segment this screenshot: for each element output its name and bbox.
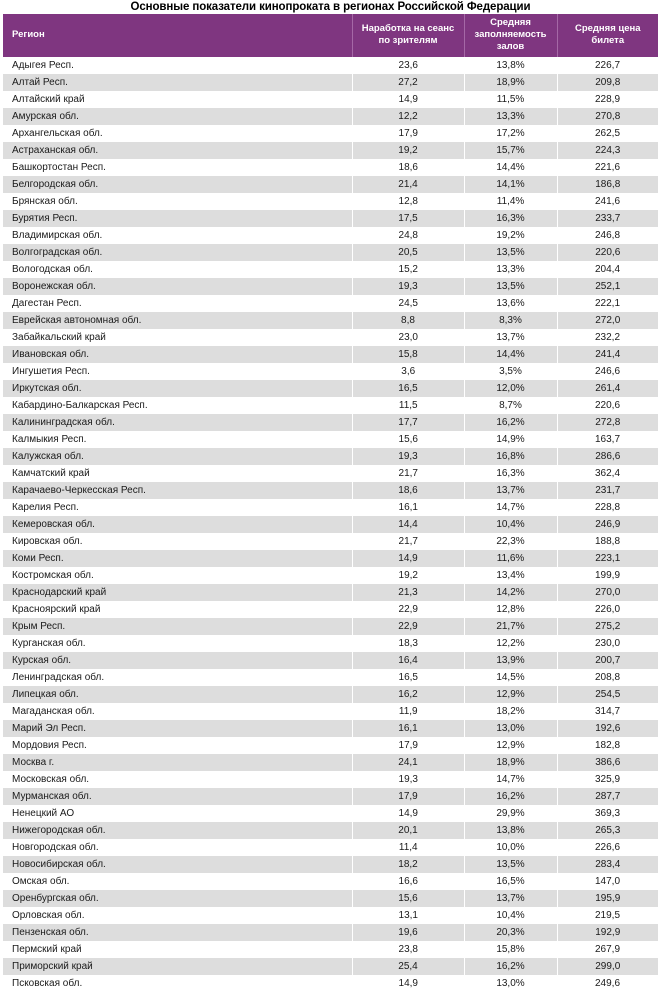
cell-m2: 10,4%: [464, 516, 557, 533]
cell-m3: 220,6: [557, 244, 658, 261]
table-row: [3, 669, 658, 686]
cell-region: Кировская обл.: [3, 533, 352, 550]
cell-m3: 241,4: [557, 346, 658, 363]
cell-m1: 15,2: [352, 261, 464, 278]
cell-region: Пермский край: [3, 941, 352, 958]
cell-m3: 192,9: [557, 924, 658, 941]
cell-m3: 261,4: [557, 380, 658, 397]
cell-m2: 12,9%: [464, 686, 557, 703]
table-row: [3, 108, 658, 125]
cell-region: Ленинградская обл.: [3, 669, 352, 686]
table-row: [3, 346, 658, 363]
table-row: [3, 754, 658, 771]
cell-region: Брянская обл.: [3, 193, 352, 210]
cell-m3: 252,1: [557, 278, 658, 295]
table-row: [3, 363, 658, 380]
cell-m3: 241,6: [557, 193, 658, 210]
cell-m3: 220,6: [557, 397, 658, 414]
cell-m3: 195,9: [557, 890, 658, 907]
cell-m3: 299,0: [557, 958, 658, 975]
cell-region: Башкортостан Респ.: [3, 159, 352, 176]
cell-m2: 14,7%: [464, 499, 557, 516]
cell-m2: 14,9%: [464, 431, 557, 448]
cell-m2: 14,4%: [464, 346, 557, 363]
cell-m1: 18,6: [352, 159, 464, 176]
cell-m1: 24,1: [352, 754, 464, 771]
table-row: [3, 839, 658, 856]
cell-m1: 17,9: [352, 125, 464, 142]
table-row: [3, 278, 658, 295]
cell-m1: 18,2: [352, 856, 464, 873]
cell-m1: 14,9: [352, 805, 464, 822]
cell-m1: 16,2: [352, 686, 464, 703]
table-row: [3, 312, 658, 329]
cell-m3: 249,6: [557, 975, 658, 992]
cell-m2: 16,2%: [464, 788, 557, 805]
cell-region: Воронежская обл.: [3, 278, 352, 295]
cell-m3: 254,5: [557, 686, 658, 703]
cell-m2: 16,2%: [464, 958, 557, 975]
cell-region: Бурятия Респ.: [3, 210, 352, 227]
cell-m3: 362,4: [557, 465, 658, 482]
table-container: [3, 14, 658, 992]
cell-m3: 272,0: [557, 312, 658, 329]
cell-region: Курская обл.: [3, 652, 352, 669]
cell-m2: 29,9%: [464, 805, 557, 822]
cell-region: Вологодская обл.: [3, 261, 352, 278]
cell-m2: 16,8%: [464, 448, 557, 465]
cell-region: Кемеровская обл.: [3, 516, 352, 533]
table-row: [3, 431, 658, 448]
table-row: [3, 805, 658, 822]
cinema-indicators-table: [3, 14, 658, 992]
cell-m3: 275,2: [557, 618, 658, 635]
cell-m1: 19,3: [352, 278, 464, 295]
cell-m1: 12,2: [352, 108, 464, 125]
cell-m2: 14,2%: [464, 584, 557, 601]
cell-m1: 18,6: [352, 482, 464, 499]
cell-m3: 270,8: [557, 108, 658, 125]
cell-m3: 163,7: [557, 431, 658, 448]
cell-region: Дагестан Респ.: [3, 295, 352, 312]
cell-m3: 386,6: [557, 754, 658, 771]
cell-m1: 18,3: [352, 635, 464, 652]
cell-m1: 16,6: [352, 873, 464, 890]
cell-m1: 21,3: [352, 584, 464, 601]
table-row: [3, 465, 658, 482]
table-row: [3, 516, 658, 533]
cell-m3: 246,8: [557, 227, 658, 244]
cell-region: Приморский край: [3, 958, 352, 975]
cell-m1: 21,4: [352, 176, 464, 193]
cell-m2: 16,2%: [464, 414, 557, 431]
cell-m2: 12,2%: [464, 635, 557, 652]
cell-m3: 223,1: [557, 550, 658, 567]
cell-region: Карачаево-Черкесская Респ.: [3, 482, 352, 499]
cell-m2: 18,2%: [464, 703, 557, 720]
table-row: [3, 618, 658, 635]
cell-m2: 14,5%: [464, 669, 557, 686]
cell-m3: 209,8: [557, 74, 658, 91]
cell-m3: 314,7: [557, 703, 658, 720]
cell-m3: 230,0: [557, 635, 658, 652]
cell-m3: 231,7: [557, 482, 658, 499]
cell-m1: 23,0: [352, 329, 464, 346]
table-row: [3, 261, 658, 278]
cell-m2: 11,4%: [464, 193, 557, 210]
cell-m1: 20,1: [352, 822, 464, 839]
cell-m3: 222,1: [557, 295, 658, 312]
cell-m2: 10,0%: [464, 839, 557, 856]
cell-m2: 14,4%: [464, 159, 557, 176]
cell-m3: 224,3: [557, 142, 658, 159]
cell-region: Калужская обл.: [3, 448, 352, 465]
cell-region: Амурская обл.: [3, 108, 352, 125]
cell-m1: 22,9: [352, 601, 464, 618]
cell-region: Забайкальский край: [3, 329, 352, 346]
cell-m3: 204,4: [557, 261, 658, 278]
cell-region: Ингушетия Респ.: [3, 363, 352, 380]
table-row: [3, 142, 658, 159]
cell-m1: 14,9: [352, 550, 464, 567]
cell-m2: 18,9%: [464, 74, 557, 91]
cell-m3: 286,6: [557, 448, 658, 465]
cell-m1: 22,9: [352, 618, 464, 635]
cell-m1: 14,9: [352, 91, 464, 108]
cell-m3: 228,9: [557, 91, 658, 108]
cell-m1: 27,2: [352, 74, 464, 91]
cell-m3: 228,8: [557, 499, 658, 516]
table-row: [3, 244, 658, 261]
cell-m3: 208,8: [557, 669, 658, 686]
cell-m2: 16,3%: [464, 210, 557, 227]
cell-m3: 246,6: [557, 363, 658, 380]
cell-region: Калмыкия Респ.: [3, 431, 352, 448]
cell-region: Новосибирская обл.: [3, 856, 352, 873]
cell-m1: 21,7: [352, 465, 464, 482]
cell-region: Ивановская обл.: [3, 346, 352, 363]
cell-m1: 11,4: [352, 839, 464, 856]
cell-m2: 13,3%: [464, 108, 557, 125]
cell-m2: 8,3%: [464, 312, 557, 329]
cell-m1: 14,9: [352, 975, 464, 992]
cell-m1: 19,3: [352, 771, 464, 788]
cell-m2: 13,4%: [464, 567, 557, 584]
cell-region: Мордовия Респ.: [3, 737, 352, 754]
table-row: [3, 567, 658, 584]
cell-m3: 262,5: [557, 125, 658, 142]
table-row: [3, 975, 658, 992]
cell-m1: 24,5: [352, 295, 464, 312]
table-row: [3, 210, 658, 227]
cell-region: Курганская обл.: [3, 635, 352, 652]
cell-region: Владимирская обл.: [3, 227, 352, 244]
page-title: Основные показатели кинопроката в регионах Российской Федерации: [130, 1, 531, 13]
cell-m2: 13,5%: [464, 244, 557, 261]
cell-m1: 16,1: [352, 499, 464, 516]
cell-m2: 21,7%: [464, 618, 557, 635]
cell-m1: 19,2: [352, 567, 464, 584]
cell-m2: 22,3%: [464, 533, 557, 550]
table-row: [3, 907, 658, 924]
table-row: [3, 550, 658, 567]
table-row: [3, 159, 658, 176]
cell-m2: 13,5%: [464, 278, 557, 295]
cell-m2: 13,0%: [464, 975, 557, 992]
cell-region: Липецкая обл.: [3, 686, 352, 703]
cell-m1: 15,6: [352, 890, 464, 907]
cell-m2: 13,7%: [464, 329, 557, 346]
table-row: [3, 635, 658, 652]
table-row: [3, 686, 658, 703]
cell-m1: 17,7: [352, 414, 464, 431]
cell-m2: 13,9%: [464, 652, 557, 669]
cell-m2: 13,7%: [464, 482, 557, 499]
cell-m3: 267,9: [557, 941, 658, 958]
table-row: [3, 737, 658, 754]
table-row: [3, 771, 658, 788]
column-header-region[interactable]: Регион: [3, 14, 352, 57]
cell-m2: 20,3%: [464, 924, 557, 941]
cell-region: Псковская обл.: [3, 975, 352, 992]
table-row: [3, 74, 658, 91]
cell-m2: 12,9%: [464, 737, 557, 754]
cell-m2: 13,6%: [464, 295, 557, 312]
table-row: [3, 295, 658, 312]
table-row: [3, 601, 658, 618]
cell-m1: 23,6: [352, 57, 464, 74]
cell-region: Московская обл.: [3, 771, 352, 788]
cell-region: Алтайский край: [3, 91, 352, 108]
cell-region: Алтай Респ.: [3, 74, 352, 91]
cell-region: Новгородская обл.: [3, 839, 352, 856]
cell-m3: 200,7: [557, 652, 658, 669]
cell-m3: 147,0: [557, 873, 658, 890]
cell-m3: 283,4: [557, 856, 658, 873]
cell-m2: 3,5%: [464, 363, 557, 380]
cell-m2: 17,2%: [464, 125, 557, 142]
cell-m2: 13,0%: [464, 720, 557, 737]
table-row: [3, 329, 658, 346]
table-row: [3, 873, 658, 890]
cell-region: Магаданская обл.: [3, 703, 352, 720]
table-row: [3, 414, 658, 431]
cell-m3: 272,8: [557, 414, 658, 431]
cell-m2: 11,6%: [464, 550, 557, 567]
cell-m2: 16,3%: [464, 465, 557, 482]
cell-m1: 25,4: [352, 958, 464, 975]
cell-region: Пензенская обл.: [3, 924, 352, 941]
cell-region: Омская обл.: [3, 873, 352, 890]
cell-m3: 192,6: [557, 720, 658, 737]
cell-m3: 233,7: [557, 210, 658, 227]
table-row: [3, 176, 658, 193]
table-row: [3, 720, 658, 737]
column-header-attendance-per-session[interactable]: Наработка на сеанс по зрителям: [352, 14, 464, 57]
cell-m3: 369,3: [557, 805, 658, 822]
cell-m1: 17,9: [352, 788, 464, 805]
cell-m1: 12,8: [352, 193, 464, 210]
cell-region: Орловская обл.: [3, 907, 352, 924]
cell-m3: 182,8: [557, 737, 658, 754]
column-header-average-hall-occupancy[interactable]: Средняя заполняемость залов: [464, 14, 557, 57]
cell-region: Мурманская обл.: [3, 788, 352, 805]
cell-region: Марий Эл Респ.: [3, 720, 352, 737]
table-body: [3, 57, 658, 992]
cell-m2: 10,4%: [464, 907, 557, 924]
cell-region: Еврейская автономная обл.: [3, 312, 352, 329]
cell-m2: 15,8%: [464, 941, 557, 958]
cell-region: Краснодарский край: [3, 584, 352, 601]
cell-m2: 13,8%: [464, 57, 557, 74]
cell-m1: 11,5: [352, 397, 464, 414]
cell-m3: 186,8: [557, 176, 658, 193]
cell-region: Ненецкий АО: [3, 805, 352, 822]
cell-m2: 12,0%: [464, 380, 557, 397]
cell-region: Камчатский край: [3, 465, 352, 482]
table-row: [3, 856, 658, 873]
cell-m3: 226,6: [557, 839, 658, 856]
table-row: [3, 958, 658, 975]
cell-region: Калининградская обл.: [3, 414, 352, 431]
cell-m2: 11,5%: [464, 91, 557, 108]
cell-region: Карелия Респ.: [3, 499, 352, 516]
table-row: [3, 227, 658, 244]
cell-m2: 19,2%: [464, 227, 557, 244]
cell-m1: 20,5: [352, 244, 464, 261]
cell-m2: 14,1%: [464, 176, 557, 193]
cell-m3: 246,9: [557, 516, 658, 533]
header-row: [3, 14, 658, 57]
cell-m2: 14,7%: [464, 771, 557, 788]
cell-m1: 16,4: [352, 652, 464, 669]
cell-m3: 232,2: [557, 329, 658, 346]
table-row: [3, 125, 658, 142]
table-header: [3, 14, 658, 57]
cell-m1: 15,8: [352, 346, 464, 363]
cell-region: Оренбургская обл.: [3, 890, 352, 907]
cell-m2: 12,8%: [464, 601, 557, 618]
table-row: [3, 941, 658, 958]
cell-m1: 8,8: [352, 312, 464, 329]
cell-m3: 325,9: [557, 771, 658, 788]
cell-m3: 219,5: [557, 907, 658, 924]
cell-m1: 19,6: [352, 924, 464, 941]
cell-m2: 13,3%: [464, 261, 557, 278]
cell-m1: 21,7: [352, 533, 464, 550]
cell-m1: 24,8: [352, 227, 464, 244]
cell-region: Красноярский край: [3, 601, 352, 618]
table-row: [3, 380, 658, 397]
cell-region: Архангельская обл.: [3, 125, 352, 142]
cell-region: Иркутская обл.: [3, 380, 352, 397]
cell-m1: 17,9: [352, 737, 464, 754]
cell-m3: 287,7: [557, 788, 658, 805]
cell-m3: 199,9: [557, 567, 658, 584]
table-row: [3, 57, 658, 74]
cell-m3: 270,0: [557, 584, 658, 601]
table-row: [3, 91, 658, 108]
cell-m1: 16,5: [352, 669, 464, 686]
cell-m2: 13,5%: [464, 856, 557, 873]
cell-region: Крым Респ.: [3, 618, 352, 635]
cell-m1: 11,9: [352, 703, 464, 720]
cell-region: Адыгея Респ.: [3, 57, 352, 74]
cell-m1: 16,5: [352, 380, 464, 397]
cell-m2: 15,7%: [464, 142, 557, 159]
table-row: [3, 193, 658, 210]
cell-m3: 265,3: [557, 822, 658, 839]
cell-region: Нижегородская обл.: [3, 822, 352, 839]
cell-region: Коми Респ.: [3, 550, 352, 567]
cell-region: Костромская обл.: [3, 567, 352, 584]
cell-m1: 23,8: [352, 941, 464, 958]
cell-m1: 16,1: [352, 720, 464, 737]
cell-m3: 226,0: [557, 601, 658, 618]
table-row: [3, 584, 658, 601]
cell-m1: 14,4: [352, 516, 464, 533]
cell-region: Москва г.: [3, 754, 352, 771]
column-header-average-ticket-price[interactable]: Средняя цена билета: [557, 14, 658, 57]
table-row: [3, 924, 658, 941]
table-row: [3, 482, 658, 499]
cell-m3: 188,8: [557, 533, 658, 550]
cell-m2: 18,9%: [464, 754, 557, 771]
cell-region: Кабардино-Балкарская Респ.: [3, 397, 352, 414]
cell-m3: 226,7: [557, 57, 658, 74]
table-row: [3, 397, 658, 414]
cell-m2: 16,5%: [464, 873, 557, 890]
cell-region: Астраханская обл.: [3, 142, 352, 159]
table-row: [3, 448, 658, 465]
cell-region: Волгоградская обл.: [3, 244, 352, 261]
cell-m2: 13,8%: [464, 822, 557, 839]
cell-m3: 221,6: [557, 159, 658, 176]
cell-m1: 19,2: [352, 142, 464, 159]
cell-m2: 8,7%: [464, 397, 557, 414]
table-row: [3, 703, 658, 720]
table-row: [3, 890, 658, 907]
cell-region: Белгородская обл.: [3, 176, 352, 193]
table-row: [3, 652, 658, 669]
cell-m1: 17,5: [352, 210, 464, 227]
table-row: [3, 822, 658, 839]
cell-m1: 19,3: [352, 448, 464, 465]
cell-m1: 3,6: [352, 363, 464, 380]
table-row: [3, 788, 658, 805]
cell-m2: 13,7%: [464, 890, 557, 907]
cell-m1: 15,6: [352, 431, 464, 448]
table-row: [3, 499, 658, 516]
table-row: [3, 533, 658, 550]
cell-m1: 13,1: [352, 907, 464, 924]
